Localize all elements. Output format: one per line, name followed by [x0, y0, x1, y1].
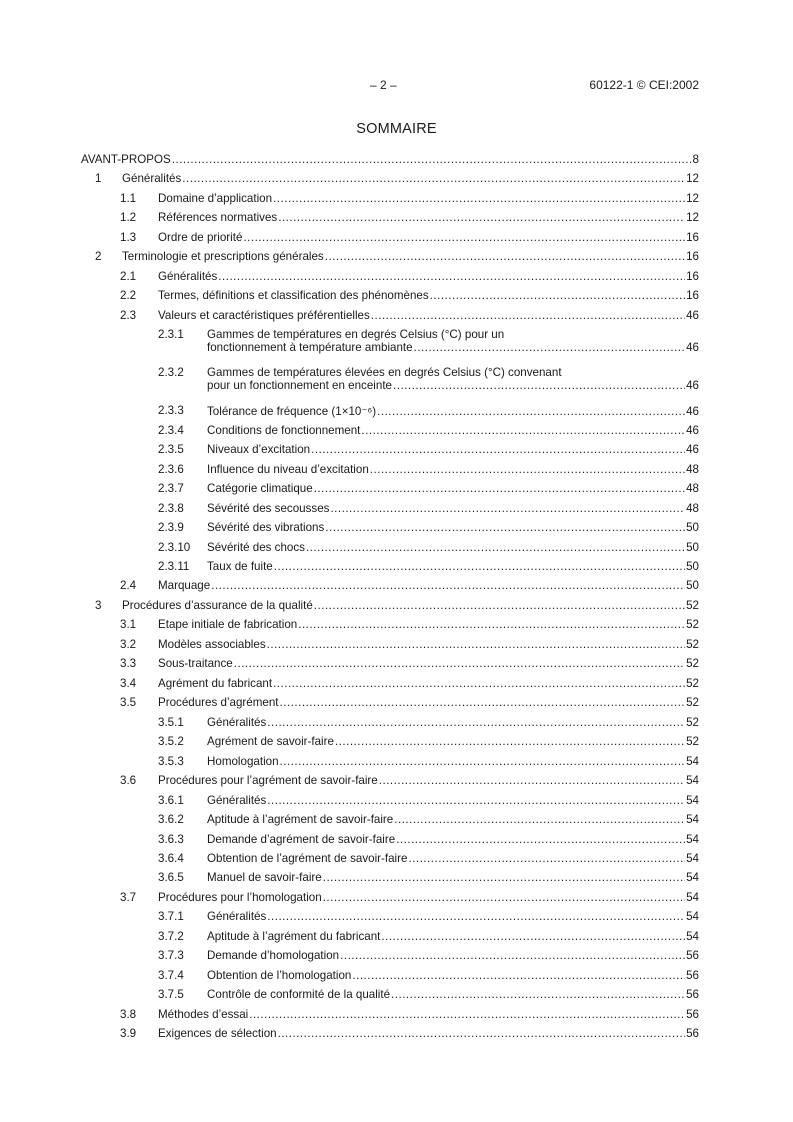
toc-entry[interactable]	[81, 267, 699, 286]
toc-entry-number: 3.5.3	[158, 754, 184, 768]
toc-entry[interactable]	[81, 946, 699, 965]
dot-leader	[330, 502, 685, 515]
toc-entry-number: 2.3.4	[158, 423, 184, 437]
toc-entry-page: 54	[686, 871, 699, 885]
toc-entry[interactable]	[81, 888, 699, 907]
toc-entry[interactable]	[81, 752, 699, 771]
toc-entry[interactable]	[81, 208, 699, 227]
toc-entry-page: 46	[686, 443, 699, 457]
toc-entry[interactable]	[81, 907, 699, 926]
table-of-contents	[81, 150, 699, 1044]
toc-entry[interactable]	[81, 635, 699, 654]
toc-entry-label: Généralités	[207, 793, 267, 807]
dot-leader	[267, 638, 685, 651]
toc-entry-number: 3.7.3	[158, 949, 184, 963]
toc-entry-label-continued: fonctionnement à température ambiante	[207, 341, 413, 355]
toc-entry-label: Généralités	[207, 715, 267, 729]
toc-entry[interactable]	[81, 771, 699, 790]
toc-entry-number: 2.3	[120, 308, 137, 322]
toc-entry-number: 3.9	[120, 1027, 137, 1041]
toc-entry-page: 16	[686, 230, 699, 244]
toc-entry-label: Gammes de températures en degrés Celsius (°C) pour un	[207, 328, 505, 342]
toc-entry-number: 1.2	[120, 211, 137, 225]
toc-entry[interactable]	[81, 810, 699, 829]
toc-entry[interactable]	[81, 325, 699, 363]
dot-leader	[267, 910, 685, 923]
toc-entry-label: Demande d’agrément de savoir-faire	[207, 832, 396, 846]
dot-leader	[314, 482, 685, 495]
toc-entry[interactable]	[81, 247, 699, 266]
toc-entry[interactable]	[81, 1005, 699, 1024]
toc-entry-number: 1.3	[120, 230, 137, 244]
toc-entry-number: 2.4	[120, 579, 137, 593]
toc-entry-label: Tolérance de fréquence (1×10⁻⁶)	[207, 405, 377, 419]
toc-entry-number: 2.3.10	[158, 540, 191, 554]
toc-entry-number: 3	[95, 598, 102, 612]
dot-leader	[243, 231, 685, 244]
toc-entry[interactable]	[81, 189, 699, 208]
toc-entry-page: 56	[686, 968, 699, 982]
dot-leader	[274, 560, 685, 573]
toc-entry[interactable]	[81, 791, 699, 810]
toc-entry[interactable]	[81, 693, 699, 712]
toc-entry[interactable]	[81, 849, 699, 868]
toc-entry-page: 46	[686, 341, 699, 355]
dot-leader	[249, 1008, 685, 1021]
toc-entry-label: Demande d’homologation	[207, 949, 340, 963]
toc-entry-number: 2.3.1	[158, 328, 184, 342]
toc-entry-label: Manuel de savoir-faire	[207, 871, 322, 885]
dot-leader	[182, 172, 685, 185]
toc-entry-number: 1	[95, 172, 102, 186]
dot-leader	[323, 871, 685, 884]
dot-leader	[280, 696, 686, 709]
toc-entry-page: 52	[686, 735, 699, 749]
toc-entry-label: Niveaux d’excitation	[207, 443, 311, 457]
dot-leader	[352, 969, 685, 982]
toc-entry-label: Sous-traitance	[158, 657, 233, 671]
toc-entry-page: 16	[686, 269, 699, 283]
toc-entry-label: Modèles associables	[158, 637, 266, 651]
toc-entry[interactable]	[81, 306, 699, 325]
toc-entry-number: 2.3.9	[158, 521, 184, 535]
page-number: – 2 –	[370, 78, 397, 92]
toc-entry-number: 3.5	[120, 696, 137, 710]
dot-leader	[361, 424, 685, 437]
toc-entry-number: 3.7.5	[158, 988, 184, 1002]
toc-entry-number: 3.6.4	[158, 852, 184, 865]
dot-leader	[335, 735, 685, 748]
dot-leader	[314, 599, 685, 612]
toc-entry-label: AVANT-PROPOS	[81, 153, 171, 166]
toc-entry-number: 1.1	[120, 191, 137, 205]
toc-entry-page: 56	[686, 1007, 699, 1021]
toc-entry[interactable]	[81, 713, 699, 732]
toc-entry[interactable]	[81, 538, 699, 557]
toc-entry-label: Procédures pour l’agrément de savoir-faire	[158, 774, 378, 788]
toc-entry-number: 3.6.3	[158, 832, 184, 846]
toc-entry-page: 56	[686, 988, 699, 1002]
toc-entry-number: 3.2	[120, 637, 137, 651]
toc-entry-number: 2.3.11	[158, 559, 190, 573]
toc-entry-label: Sévérité des secousses	[207, 501, 330, 515]
toc-entry-number: 2.3.6	[158, 462, 184, 476]
toc-entry-label-continued: pour un fonctionnement en enceinte	[207, 379, 392, 393]
toc-entry-number: 3.5.1	[158, 715, 184, 729]
toc-entry-label: Procédures d’assurance de la qualité	[122, 598, 313, 612]
toc-entry-number: 2.3.5	[158, 443, 184, 457]
dot-leader	[377, 405, 685, 418]
toc-entry-page: 52	[686, 676, 699, 690]
toc-entry-page: 50	[686, 521, 699, 535]
toc-entry-number: 2.1	[120, 269, 137, 283]
dot-leader	[218, 270, 685, 283]
toc-entry-page: 52	[686, 715, 699, 729]
dot-leader	[370, 463, 685, 476]
toc-entry-label: Terminologie et prescriptions générales	[122, 250, 324, 264]
document-reference: 60122-1 © CEI:2002	[589, 78, 699, 92]
toc-entry-label: Méthodes d’essai	[158, 1007, 249, 1021]
toc-entry-page: 50	[686, 540, 699, 554]
toc-entry-page: 48	[686, 501, 699, 515]
toc-entry-page: 54	[686, 929, 699, 943]
dot-leader	[234, 657, 685, 670]
toc-entry-number: 3.7.4	[158, 968, 184, 982]
dot-leader	[340, 949, 685, 962]
toc-entry-number: 2.3.8	[158, 501, 184, 515]
toc-entry[interactable]	[81, 401, 699, 420]
toc-entry-page: 12	[686, 172, 699, 186]
toc-entry-label: Homologation	[207, 754, 279, 768]
toc-entry[interactable]	[81, 169, 699, 188]
dot-leader	[172, 153, 692, 166]
toc-entry-page: 8	[692, 153, 699, 166]
toc-entry-label: Généralités	[122, 172, 182, 186]
toc-entry-label: Sévérité des vibrations	[207, 521, 325, 535]
toc-entry-page: 54	[686, 890, 699, 904]
toc-entry-page: 48	[686, 482, 699, 496]
toc-entry-number: 3.8	[120, 1007, 137, 1021]
toc-entry-page: 56	[686, 1027, 699, 1041]
toc-entry-label: Agrément de savoir-faire	[207, 735, 334, 749]
toc-entry-page: 54	[686, 832, 699, 846]
dot-leader	[298, 618, 685, 631]
toc-entry-label: Généralités	[207, 910, 267, 924]
page-title: SOMMAIRE	[356, 121, 437, 137]
toc-entry[interactable]	[81, 150, 699, 169]
toc-entry-label: Exigences de sélection	[158, 1027, 277, 1041]
toc-entry-page: 50	[686, 559, 699, 573]
dot-leader	[325, 250, 685, 263]
dot-leader	[396, 833, 685, 846]
dot-leader	[323, 891, 685, 904]
toc-entry-label: Influence du niveau d’excitation	[207, 462, 369, 476]
toc-entry[interactable]	[81, 499, 699, 518]
toc-entry-label: Obtention de l’agrément de savoir-faire	[207, 852, 408, 865]
toc-entry-page: 56	[686, 949, 699, 963]
dot-leader	[394, 813, 685, 826]
toc-entry[interactable]	[81, 927, 699, 946]
toc-entry-number: 2.2	[120, 289, 137, 303]
dot-leader	[273, 192, 685, 205]
toc-entry-label: Domaine d’application	[158, 191, 273, 205]
toc-entry-label: Obtention de l’homologation	[207, 968, 352, 982]
toc-entry[interactable]	[81, 363, 699, 401]
toc-entry-page: 54	[686, 774, 699, 788]
toc-entry-number: 3.6.5	[158, 871, 184, 885]
toc-entry[interactable]	[81, 440, 699, 459]
toc-entry-number: 3.6	[120, 774, 137, 788]
dot-leader	[371, 309, 685, 322]
dot-leader	[280, 755, 686, 768]
dot-leader	[391, 988, 685, 1001]
toc-entry-page: 12	[686, 211, 699, 225]
toc-entry-label: Aptitude à l’agrément de savoir-faire	[207, 813, 394, 827]
dot-leader	[414, 341, 686, 354]
toc-entry-label: Gammes de températures élevées en degrés Celsius (°C) convenant	[207, 366, 562, 380]
toc-entry-page: 54	[686, 813, 699, 827]
toc-entry[interactable]	[81, 576, 699, 595]
toc-entry[interactable]	[81, 1024, 699, 1043]
toc-entry[interactable]	[81, 460, 699, 479]
toc-entry[interactable]	[81, 985, 699, 1004]
dot-leader	[408, 852, 685, 865]
dot-leader	[267, 794, 685, 807]
toc-entry-page: 54	[686, 910, 699, 924]
toc-entry-page: 12	[686, 191, 699, 205]
dot-leader	[211, 579, 685, 592]
toc-entry-page: 52	[686, 618, 699, 632]
dot-leader	[267, 716, 685, 729]
toc-entry-number: 3.5.2	[158, 735, 184, 749]
toc-entry[interactable]	[81, 654, 699, 673]
toc-entry[interactable]	[81, 674, 699, 693]
toc-entry-page: 52	[686, 637, 699, 651]
toc-entry-page: 46	[686, 405, 699, 419]
dot-leader	[306, 541, 685, 554]
toc-entry-page: 16	[686, 289, 699, 303]
toc-entry-label: Agrément du fabricant	[158, 676, 273, 690]
toc-entry-label: Catégorie climatique	[207, 482, 313, 496]
toc-entry-label: Sévérité des chocs	[207, 540, 305, 554]
toc-entry-number: 2.3.3	[158, 404, 184, 418]
dot-leader	[381, 930, 685, 943]
toc-entry[interactable]	[81, 286, 699, 305]
toc-entry-number: 2.3.2	[158, 366, 184, 380]
toc-entry-page: 46	[686, 423, 699, 437]
toc-entry[interactable]	[81, 479, 699, 498]
toc-entry[interactable]	[81, 518, 699, 537]
dot-leader	[393, 379, 685, 392]
toc-entry[interactable]	[81, 732, 699, 751]
toc-entry-label: Taux de fuite	[207, 559, 273, 573]
toc-entry-label: Etape initiale de fabrication	[158, 618, 298, 632]
toc-entry-label: Marquage	[158, 579, 211, 593]
toc-entry-label: Valeurs et caractéristiques préférentielles	[158, 308, 370, 322]
toc-entry-number: 2	[95, 250, 102, 264]
toc-entry-number: 3.3	[120, 657, 137, 671]
toc-entry-page: 52	[686, 696, 699, 710]
toc-entry-label: Ordre de priorité	[158, 230, 243, 244]
toc-entry-page: 54	[686, 793, 699, 807]
toc-entry-number: 3.7	[120, 890, 137, 904]
toc-entry[interactable]	[81, 421, 699, 440]
toc-entry-number: 3.1	[120, 618, 137, 632]
toc-entry[interactable]	[81, 868, 699, 887]
toc-entry-page: 54	[686, 852, 699, 865]
toc-entry-label: Généralités	[158, 269, 218, 283]
dot-leader	[273, 677, 685, 690]
toc-entry[interactable]	[81, 557, 699, 576]
toc-entry-number: 3.7.1	[158, 910, 184, 924]
toc-entry-page: 54	[686, 754, 699, 768]
toc-entry[interactable]	[81, 228, 699, 247]
toc-entry-label: Contrôle de conformité de la qualité	[207, 988, 391, 1002]
toc-entry[interactable]	[81, 615, 699, 634]
dot-leader	[325, 521, 685, 534]
toc-entry-page: 16	[686, 250, 699, 264]
toc-entry-number: 3.7.2	[158, 929, 184, 943]
dot-leader	[278, 211, 685, 224]
toc-entry-label: Procédures pour l’homologation	[158, 890, 322, 904]
toc-entry-label: Conditions de fonctionnement	[207, 423, 361, 437]
dot-leader	[311, 443, 685, 456]
toc-entry-number: 3.6.1	[158, 793, 184, 807]
toc-entry[interactable]	[81, 596, 699, 615]
toc-entry[interactable]	[81, 830, 699, 849]
toc-entry-page: 46	[686, 308, 699, 322]
toc-entry-page: 48	[686, 462, 699, 476]
toc-entry-number: 3.6.2	[158, 813, 184, 827]
toc-entry-page: 50	[686, 579, 699, 593]
toc-entry-page: 46	[686, 379, 699, 393]
toc-entry-label: Aptitude à l’agrément du fabricant	[207, 929, 381, 943]
dot-leader	[278, 1027, 686, 1040]
toc-entry-label: Termes, définitions et classification des phénomènes	[158, 289, 429, 303]
toc-entry[interactable]	[81, 966, 699, 985]
toc-entry-page: 52	[686, 657, 699, 671]
dot-leader	[379, 774, 685, 787]
toc-entry-label: Références normatives	[158, 211, 278, 225]
toc-entry-number: 3.4	[120, 676, 137, 690]
toc-entry-number: 2.3.7	[158, 482, 184, 496]
dot-leader	[430, 289, 685, 302]
toc-entry-page: 52	[686, 598, 699, 612]
toc-entry-label: Procédures d’agrément	[158, 696, 279, 710]
